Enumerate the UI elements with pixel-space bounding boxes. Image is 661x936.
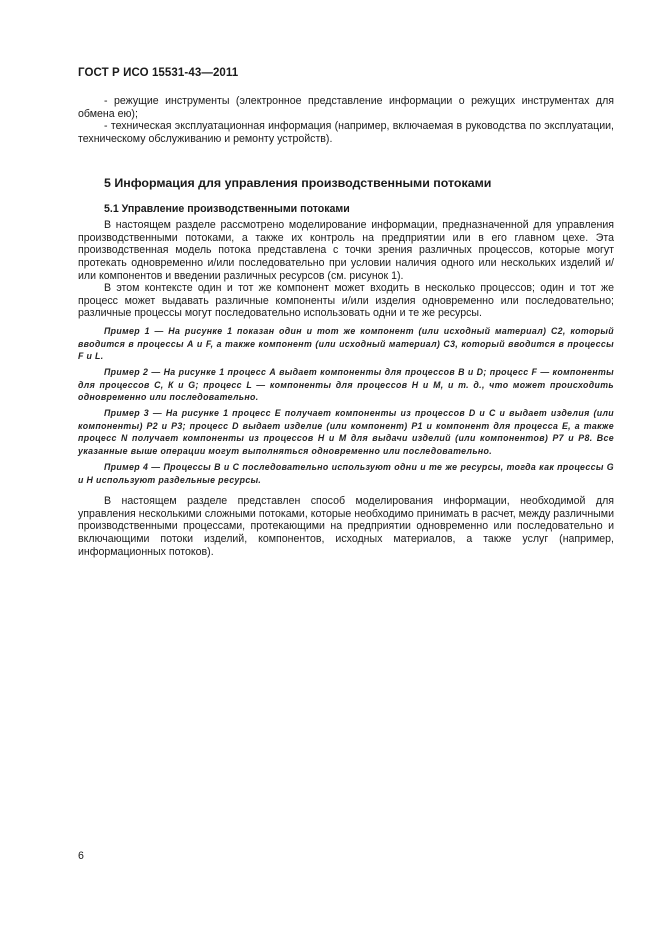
paragraph-method: В настоящем разделе представлен способ моделирования информации, необходимой для управления несколькими сложными потоками, которые необходимо принимать в расчет, между различными производственными процессами, протекающими на предприятии одновременно или последовательно и включающими потоки изделий, компонентов, исходных материалов, а также услуг (например, информационных потоков). xyxy=(78,495,614,558)
page-number: 6 xyxy=(78,850,84,862)
list-item-technical-info: - техническая эксплуатационная информация (например, включаемая в руководства по эксплуатации, техническому обслуживанию и ремонту устройств). xyxy=(78,120,614,145)
example-1: Пример 1 — На рисунке 1 показан один и тот же компонент (или исходный материал) С2, который вводится в процессы А и F, а также компонент (или исходный материал) С3, который вводится в процессы F и L. xyxy=(78,326,614,362)
section-5-heading: 5 Информация для управления производственными потоками xyxy=(104,176,492,190)
list-item-cutting-tools: - режущие инструменты (электронное представление информации о режущих инструментах для обмена ею); xyxy=(78,95,614,120)
section-5-1-heading: 5.1 Управление производственными потоками xyxy=(104,203,350,215)
paragraph-context: В этом контексте один и тот же компонент может входить в несколько процессов; один и тот же процесс может выдавать различные компоненты и/или изделия одновременно или последовательно; различные процессы могут последовательно использовать одни и те же ресурсы. xyxy=(78,282,614,320)
example-4: Пример 4 — Процессы В и С последовательно используют одни и те же ресурсы, тогда как процессы G и Н используют раздельные ресурсы. xyxy=(78,462,614,485)
paragraph-intro: В настоящем разделе рассмотрено моделирование информации, предназначенной для управления производственными потоками, а также их контроль на предприятии или в его главном цехе. Эта производственная модель потока представлена с точки зрения различных процессов, которые могут протекать одновременно и/или последовательно при условии наличия одного или нескольких изделий и/или компонентов и введении различных ресурсов (см. рисунок 1). xyxy=(78,219,614,282)
example-3: Пример 3 — На рисунке 1 процесс Е получает компоненты из процессов D и С и выдает изделия (или компоненты) Р2 и Р3; процесс D выдает изделие (или компонент) Р1 и компонент для процесса Е, а также процесс N получает компоненты из процессов Н и М для выдачи изделий (или компонентов) Р7 и Р8. Все указанные выше операции могут выполняться одновременно или последовательно. xyxy=(78,408,614,456)
standard-header: ГОСТ Р ИСО 15531-43—2011 xyxy=(78,67,239,79)
example-2: Пример 2 — На рисунке 1 процесс А выдает компоненты для процессов В и D; процесс F — компоненты для процессов С, К и G; процесс L — компоненты для процессов Н и М, и т. д., что может происходить одновременно или последовательно. xyxy=(78,367,614,403)
